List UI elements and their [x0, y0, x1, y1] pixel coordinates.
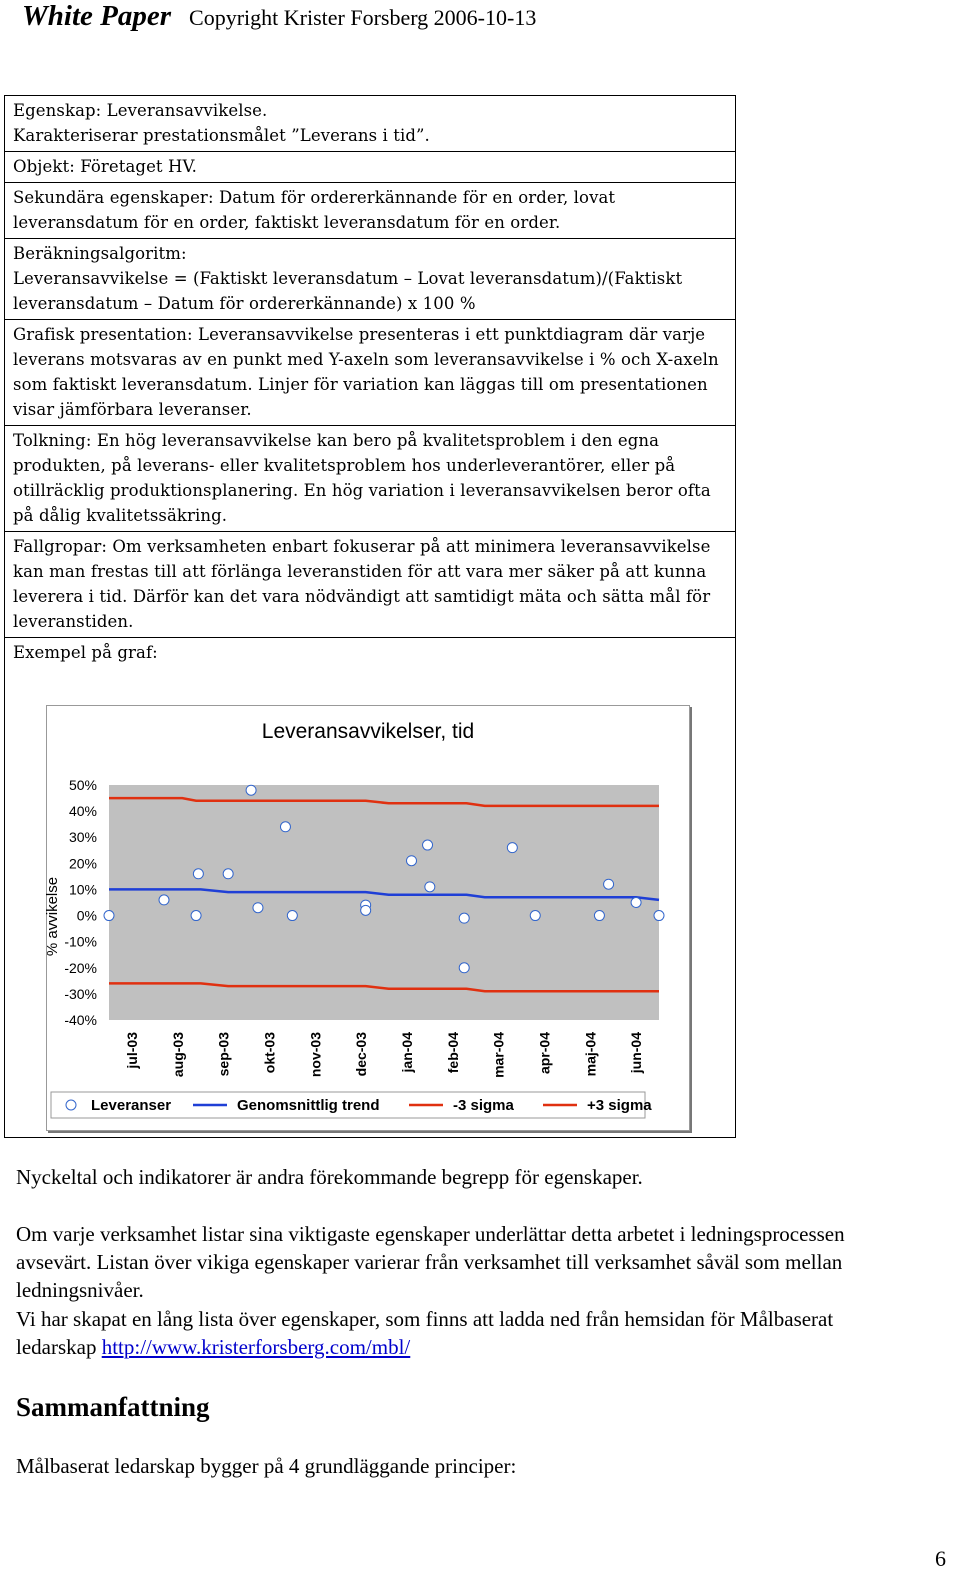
- egenskap-value: : Leveransavvikelse.: [95, 101, 268, 120]
- grafisk-cell: [5, 320, 735, 426]
- sekundara-label: Sekundära egenskaper: [13, 188, 208, 207]
- paragraph-principer: Målbaserat ledarskap bygger på 4 grundläggande principer:: [16, 1454, 517, 1478]
- x-tick-label: aug-03: [169, 1032, 186, 1078]
- section-heading: Sammanfattning: [16, 1392, 210, 1422]
- x-tick-label: sep-03: [215, 1032, 232, 1077]
- data-point: [423, 840, 433, 850]
- paragraph-nyckeltal: Nyckeltal och indikatorer är andra förekommande begrepp för egenskaper.: [16, 1165, 643, 1189]
- grafisk-label: Grafisk presentation: [13, 325, 188, 344]
- data-point: [459, 913, 469, 923]
- data-point: [425, 882, 435, 892]
- x-tick-label: feb-04: [444, 1032, 461, 1074]
- y-tick-label: 50%: [68, 777, 97, 793]
- legend-label: -3 sigma: [453, 1097, 514, 1114]
- x-tick-label: okt-03: [261, 1032, 278, 1074]
- berakning-formula: Leveransavvikelse = (Faktiskt leveransdatum – Lovat leveransdatum)/(Faktiskt leveransdatum – Datum för ordererkännande) x 100 %: [13, 269, 683, 313]
- data-point: [594, 911, 604, 921]
- y-tick-label: 20%: [68, 855, 97, 872]
- chart-title: Leveransavvikelser, tid: [261, 720, 475, 743]
- y-tick-label: 0%: [76, 907, 97, 924]
- data-point: [631, 898, 641, 908]
- data-point: [287, 911, 297, 921]
- x-tick-label: jul-03: [123, 1032, 140, 1069]
- y-tick-label: -20%: [64, 959, 97, 976]
- egenskap-cell: [5, 96, 735, 152]
- copyright-line: Copyright Krister Forsberg 2006-10-13: [189, 5, 537, 30]
- objekt-label: Objekt: [13, 157, 70, 176]
- data-point: [104, 911, 114, 921]
- data-point: [253, 903, 263, 913]
- data-point: [159, 895, 169, 905]
- data-point: [507, 843, 517, 853]
- data-point: [223, 869, 233, 879]
- paragraph-lista-text: Vi har skapat en lång lista över egenskaper, som finns att ladda ned från hemsidan för Målbaserat ledarskap: [16, 1307, 834, 1359]
- x-tick-label: nov-03: [307, 1032, 324, 1078]
- data-point: [191, 911, 201, 921]
- data-point: [530, 911, 540, 921]
- y-axis-title: % avvikelse: [44, 876, 61, 957]
- chart-frame: [46, 705, 690, 1131]
- document-title: White Paper: [22, 0, 172, 32]
- x-tick-label: dec-03: [353, 1032, 370, 1077]
- data-point: [246, 785, 256, 795]
- paragraph-verksamhet: Om varje verksamhet listar sina viktigaste egenskaper underlättar detta arbetet i ledningsprocessen avsevärt. Listan över vikiga egenskaper varierar från verksamhet till verksamhet såväl som mellan ledningsnivåer.: [16, 1222, 845, 1302]
- data-point: [193, 869, 203, 879]
- homepage-link[interactable]: http://www.kristerforsberg.com/mbl/: [101, 1335, 411, 1359]
- berakning-colon: :: [181, 244, 187, 263]
- legend-label: Leveranser: [91, 1097, 172, 1114]
- x-tick-label: apr-04: [536, 1032, 553, 1075]
- x-tick-label: jun-04: [628, 1032, 645, 1074]
- data-point: [361, 905, 371, 915]
- plot-area: [109, 785, 659, 1020]
- x-tick-label: jan-04: [398, 1032, 415, 1073]
- y-tick-label: -10%: [64, 933, 97, 950]
- exempel-label: Exempel på graf:: [13, 643, 158, 662]
- y-tick-label: -40%: [64, 1012, 97, 1028]
- y-tick-label: 10%: [68, 881, 97, 898]
- objekt-value: : Företaget HV.: [69, 157, 197, 176]
- legend-label: +3 sigma: [587, 1097, 652, 1114]
- exempel-cell: [5, 638, 735, 668]
- fallgropar-value: : Om verksamheten enbart fokuserar på att minimera leveransavvikelse kan man frestas till att förlänga leveranstiden för att vara mer säker på att kunna leverera i tid. Därför kan det vara nödvändigt att samtidigt mäta och sätta mål för leveranstiden.: [13, 537, 711, 631]
- berakning-label: Beräkningsalgoritm: [13, 244, 182, 263]
- legend-label: Genomsnittlig trend: [237, 1097, 380, 1114]
- y-tick-label: 40%: [68, 803, 97, 820]
- y-tick-label: 30%: [68, 829, 97, 846]
- objekt-cell: [5, 152, 735, 183]
- fallgropar-label: Fallgropar: [13, 537, 102, 556]
- tolkning-cell: [5, 426, 735, 532]
- x-tick-label: mar-04: [490, 1032, 507, 1078]
- paragraph-lista: [16, 1305, 916, 1361]
- data-point: [654, 911, 664, 921]
- fallgropar-cell: [5, 532, 735, 638]
- data-point: [459, 963, 469, 973]
- sekundara-cell: [5, 183, 735, 239]
- sekundara-value: : Datum för ordererkännande för en order, lovat leveransdatum för en order, faktiskt leveransdatum för en order.: [13, 188, 616, 232]
- grafisk-value: : Leveransavvikelse presenteras i ett punktdiagram där varje leverans motsvaras av en punkt med Y-axeln som leveransavvikelse i % och X-axeln som faktiskt leveransdatum. Linjer för variation kan läggas till om presentationen visar jämförbara leveranser.: [13, 325, 719, 419]
- legend-marker-leveranser: [66, 1100, 76, 1110]
- tolkning-label: Tolkning: [13, 431, 86, 450]
- data-point: [280, 822, 290, 832]
- data-point: [604, 879, 614, 889]
- tolkning-value: : En hög leveransavvikelse kan bero på kvalitetsproblem i den egna produkten, på leverans- eller kvalitetsproblem hos underleverantörer, eller på otillräcklig produktionsplanering. En hög variation i leveransavvikelsen beror ofta på dålig kvalitetssäkring.: [13, 431, 711, 525]
- data-point: [407, 856, 417, 866]
- y-tick-label: -30%: [64, 985, 97, 1002]
- page-number: 6: [935, 1546, 946, 1571]
- berakning-cell: [5, 239, 735, 320]
- scatter-chart: [44, 706, 689, 1130]
- x-tick-label: maj-04: [582, 1032, 599, 1077]
- egenskap-label: Egenskap: [13, 101, 96, 120]
- page-header: [22, 0, 536, 34]
- egenskap-description: Karakteriserar prestationsmålet ”Leverans i tid”.: [13, 126, 430, 145]
